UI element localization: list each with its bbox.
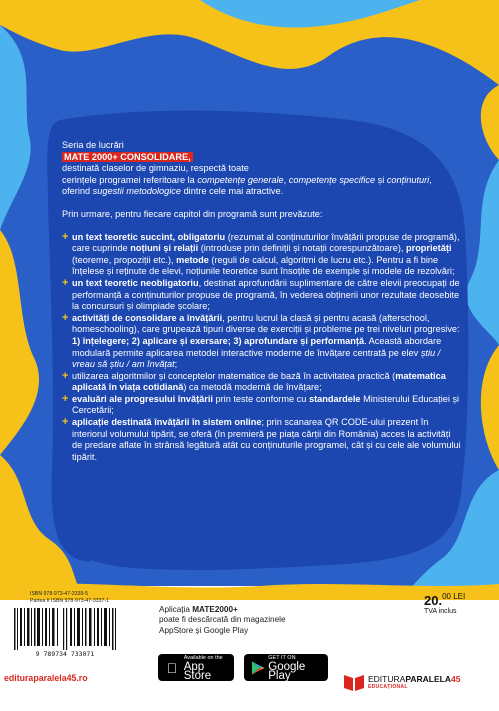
intro-italic: sugestii metodologice: [92, 186, 182, 197]
item-bold: 1) înțelegere; 2) aplicare și exersare; 3) aprofundare și performanță: [72, 335, 365, 346]
item-bold: noțiuni și relații: [130, 243, 199, 254]
item-bold: standardele: [308, 393, 361, 404]
item-text: ; prin scanarea QR CODE-ului prezent în interiorul volumului tipărit, se oferă (în premieră pe piața cărții din România) acces la activități de predare aflate în strânsă legătură atât cu conținuturile programei, cât și cu cele ale volumului tipărit.: [72, 417, 461, 462]
badge-big-text: App Store: [183, 661, 212, 682]
publisher-logo: [343, 672, 460, 692]
intro-italic: competențe generale: [197, 174, 284, 185]
publisher-number: 45: [450, 673, 461, 684]
app-text: poate fi descărcată din magazinele: [159, 615, 286, 625]
intro-paragraph: [62, 163, 462, 198]
item-bold: un text teoretic succint, obligatoriu: [72, 231, 226, 242]
list-item: [62, 371, 462, 394]
apple-icon: [163, 660, 181, 676]
list-item: [62, 394, 462, 417]
publisher-prefix: EDITURA: [368, 673, 406, 684]
item-text: utilizarea algoritmilor și conceptelor matematice de bază în activitatea practică (: [72, 370, 396, 381]
item-bold: matematica aplicată în viața cotidiană: [72, 370, 446, 393]
list-item: [62, 417, 462, 463]
item-bold: un text teoretic neobligatoriu: [72, 277, 199, 288]
isbn-line: Partea II ISBN 978-973-47-3337-1: [30, 597, 110, 604]
item-text: Ministerului Educației și Cercetării;: [72, 393, 460, 416]
price-tva: TVA inclus: [424, 608, 457, 615]
item-text: (introduse prin definiții și notații corespunzătoare),: [198, 243, 406, 254]
isbn-block: [30, 591, 109, 604]
price-cents: 00 LEI: [442, 592, 466, 601]
app-text: Aplicația: [159, 605, 193, 614]
item-italic: știu / vreau să știu / am învățat: [72, 347, 441, 370]
publisher-website[interactable]: edituraparalela45.ro: [4, 673, 88, 683]
item-bold: activități de consolidare a învățării: [72, 312, 223, 323]
item-text: , pentru lucrul la clasă și pentru acasă (afterschool, homeschooling), care grupează tipuri diverse de exerciții și probleme pe trei niveluri progresive:: [72, 312, 460, 335]
google-play-icon: [250, 660, 265, 676]
barcode: [6, 608, 124, 650]
item-text: (teoreme, propoziții etc.),: [72, 254, 177, 265]
intro-text: și: [375, 174, 387, 185]
item-text: ) ca metodă modernă de învățare;: [183, 382, 322, 393]
badge-big-text: Google Play: [268, 661, 306, 682]
item-bold: aplicație destinată învățării în sistem online: [72, 417, 262, 428]
description-text: [62, 140, 462, 463]
app-text: AppStore și Google Play: [159, 625, 249, 635]
isbn-line: ISBN 978-973-47-3339-5: [30, 591, 88, 597]
intro-text: , oferind: [62, 174, 432, 197]
plus-icon: +: [62, 392, 69, 405]
app-store-badge[interactable]: [158, 654, 234, 681]
price-tag: [424, 592, 465, 615]
publisher-logo-icon: [343, 672, 365, 692]
intro-text: destinată claselor de gimnaziu, respectă toate: [62, 163, 249, 174]
item-text: prin teste conforme cu: [212, 393, 309, 404]
google-play-badge[interactable]: [244, 654, 328, 681]
plus-icon: +: [62, 311, 69, 324]
intro-italic: competențe specifice: [288, 174, 376, 185]
list-item: [62, 313, 462, 371]
series-label: Seria de lucrări: [62, 140, 124, 150]
barcode-number: 9 789734 733071: [35, 650, 95, 658]
intro-text: ,: [283, 174, 289, 185]
item-bold: proprietăți: [406, 243, 452, 254]
item-text: (reguli de calcul, algoritmi de lucru etc.). Pentru a fi bine înțelese și reținute de elevi, noțiunile teoretice sunt însoțite de exemple și modele de rezolvări;: [72, 254, 455, 277]
series-name: MATE 2000+ CONSOLIDARE,: [64, 151, 191, 162]
item-text: ;: [174, 359, 178, 370]
intro-paragraph-2: Prin urmare, pentru fiecare capitol din programă sunt prevăzute:: [62, 208, 323, 219]
item-text: (rezumat al conținuturilor învățării propuse de programă), care cuprinde: [72, 231, 460, 254]
app-info: [159, 605, 286, 636]
item-text: . Această abordare modulară permite aplicarea metodei interactive moderne de învățare centrată pe elev: [72, 335, 442, 358]
plus-icon: +: [62, 416, 69, 429]
badge-small-text: Available on the: [183, 655, 223, 661]
list-item: [62, 232, 462, 278]
plus-icon: +: [62, 230, 69, 243]
item-text: , destinat aprofundării suplimentare de către elevii preocupați de performanță a conținuturilor propuse de programă, în vederea obținerii unor rezultate deosebite la concursuri și olimpiade școlare;: [72, 277, 460, 312]
intro-text: dintre cele mai atractive.: [181, 186, 284, 197]
price-value: 20.: [424, 593, 443, 608]
intro-italic: conținuturi: [386, 174, 430, 185]
list-item: [62, 278, 462, 313]
plus-icon: +: [62, 276, 69, 289]
item-bold: evaluări ale progresului învățării: [72, 393, 213, 404]
intro-text: cerințele programei referitoare la: [62, 174, 198, 185]
plus-icon: +: [62, 369, 69, 382]
publisher-name: PARALELA: [405, 673, 451, 684]
badge-small-text: GET IT ON: [268, 655, 296, 661]
app-name: MATE2000+: [192, 605, 238, 614]
publisher-subtitle: EDUCAȚIONAL: [368, 683, 408, 690]
item-bold: metode: [176, 254, 209, 265]
